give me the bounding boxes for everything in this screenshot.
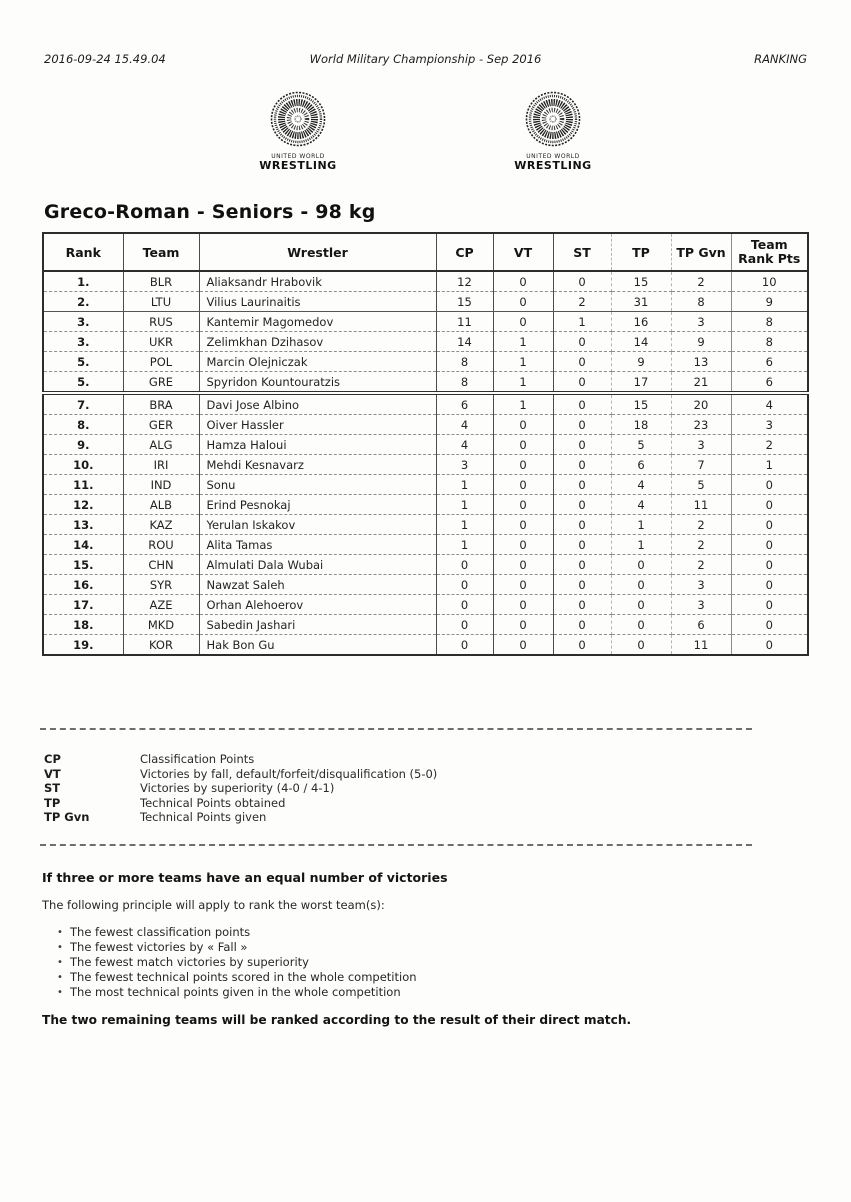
team-cell: GRE <box>123 372 199 394</box>
tiebreak-bullet: • The fewest classification points <box>70 925 807 940</box>
table-row <box>43 575 808 595</box>
vt-cell: 0 <box>493 555 553 575</box>
team-rank-pts-cell: 6 <box>731 352 808 372</box>
tp-gvn-cell: 2 <box>671 555 731 575</box>
vt-cell: 0 <box>493 595 553 615</box>
cp-cell: 1 <box>436 495 493 515</box>
wrestler-cell: Mehdi Kesnavarz <box>199 455 436 475</box>
team-rank-pts-cell: 0 <box>731 515 808 535</box>
legend-row <box>44 810 851 825</box>
team-cell: POL <box>123 352 199 372</box>
col-header-team: Team <box>123 233 199 271</box>
legend-term: TP Gvn <box>44 810 90 824</box>
rank-cell: 3. <box>43 312 123 332</box>
legend-term: TP <box>44 795 61 810</box>
cp-cell: 1 <box>436 515 493 535</box>
team-cell: ALG <box>123 435 199 455</box>
table-row <box>43 595 808 615</box>
tp-cell: 0 <box>611 595 671 615</box>
table-row <box>43 271 808 292</box>
team-rank-pts-cell: 2 <box>731 435 808 455</box>
col-header-vt: VT <box>493 233 553 271</box>
cp-cell: 0 <box>436 575 493 595</box>
legend-term: VT <box>44 766 61 781</box>
tp-gvn-cell: 3 <box>671 312 731 332</box>
wrestler-cell: Spyridon Kountouratzis <box>199 372 436 394</box>
st-cell: 2 <box>553 292 611 312</box>
rank-cell: 7. <box>43 393 123 415</box>
cp-cell: 0 <box>436 635 493 656</box>
header-ranking-label: RANKING <box>754 52 807 66</box>
team-rank-pts-cell: 0 <box>731 575 808 595</box>
tp-cell: 14 <box>611 332 671 352</box>
dashed-separator <box>40 844 752 846</box>
tp-gvn-cell: 21 <box>671 372 731 394</box>
wrestler-cell: Oiver Hassler <box>199 415 436 435</box>
cp-cell: 11 <box>436 312 493 332</box>
rank-cell: 19. <box>43 635 123 656</box>
rank-cell: 17. <box>43 595 123 615</box>
table-row <box>43 535 808 555</box>
vt-cell: 1 <box>493 393 553 415</box>
team-cell: IND <box>123 475 199 495</box>
wrestler-cell: Sonu <box>199 475 436 495</box>
uww-logo-right <box>498 90 608 171</box>
legend-row <box>44 781 851 796</box>
tp-cell: 0 <box>611 555 671 575</box>
st-cell: 0 <box>553 393 611 415</box>
team-rank-pts-cell: 8 <box>731 312 808 332</box>
vt-cell: 1 <box>493 372 553 394</box>
col-header-wrestler: Wrestler <box>199 233 436 271</box>
table-row <box>43 312 808 332</box>
tp-cell: 15 <box>611 393 671 415</box>
wrestler-cell: Hak Bon Gu <box>199 635 436 656</box>
table-row <box>43 555 808 575</box>
cp-cell: 8 <box>436 372 493 394</box>
document-header <box>0 0 851 66</box>
st-cell: 0 <box>553 495 611 515</box>
vt-cell: 0 <box>493 435 553 455</box>
wrestler-cell: Sabedin Jashari <box>199 615 436 635</box>
vt-cell: 0 <box>493 271 553 292</box>
st-cell: 0 <box>553 435 611 455</box>
wrestler-cell: Davi Jose Albino <box>199 393 436 415</box>
st-cell: 0 <box>553 515 611 535</box>
legend-term: CP <box>44 752 61 766</box>
cp-cell: 8 <box>436 352 493 372</box>
tp-cell: 5 <box>611 435 671 455</box>
cp-cell: 15 <box>436 292 493 312</box>
tp-gvn-cell: 11 <box>671 635 731 656</box>
rank-cell: 15. <box>43 555 123 575</box>
team-rank-pts-cell: 0 <box>731 595 808 615</box>
tp-cell: 18 <box>611 415 671 435</box>
team-cell: BRA <box>123 393 199 415</box>
team-rank-pts-cell: 1 <box>731 455 808 475</box>
logo-text-united-world: UNITED WORLD <box>526 153 580 160</box>
tp-cell: 4 <box>611 495 671 515</box>
st-cell: 0 <box>553 635 611 656</box>
tiebreak-rules <box>42 870 807 1027</box>
col-header-team-rank-pts <box>731 233 808 271</box>
legend-row <box>44 752 851 767</box>
tp-gvn-cell: 3 <box>671 435 731 455</box>
vt-cell: 0 <box>493 515 553 535</box>
wrestler-cell: Orhan Alehoerov <box>199 595 436 615</box>
wrestler-cell: Alita Tamas <box>199 535 436 555</box>
tp-gvn-cell: 5 <box>671 475 731 495</box>
legend-desc: Victories by fall, default/forfeit/disqualification (5-0) <box>140 766 438 781</box>
page-title: Greco-Roman - Seniors - 98 kg <box>44 201 376 223</box>
vt-cell: 0 <box>493 415 553 435</box>
header-timestamp: 2016-09-24 15.49.04 <box>44 52 166 66</box>
cp-cell: 1 <box>436 475 493 495</box>
rank-cell: 10. <box>43 455 123 475</box>
logo-row <box>0 90 851 171</box>
tp-gvn-cell: 3 <box>671 575 731 595</box>
rank-cell: 8. <box>43 415 123 435</box>
legend-desc: Classification Points <box>140 752 255 766</box>
vt-cell: 1 <box>493 352 553 372</box>
table-row <box>43 292 808 312</box>
table-row <box>43 455 808 475</box>
tiebreak-intro: The following principle will apply to rank the worst team(s): <box>42 897 385 912</box>
tiebreak-bullet: • The fewest victories by « Fall » <box>70 940 807 955</box>
st-cell: 0 <box>553 455 611 475</box>
tp-cell: 0 <box>611 575 671 595</box>
tp-gvn-cell: 23 <box>671 415 731 435</box>
vt-cell: 0 <box>493 475 553 495</box>
team-cell: GER <box>123 415 199 435</box>
tp-gvn-cell: 20 <box>671 393 731 415</box>
col-header-cp: CP <box>436 233 493 271</box>
wrestler-cell: Nawzat Saleh <box>199 575 436 595</box>
tp-cell: 16 <box>611 312 671 332</box>
uww-emblem-icon <box>269 90 327 148</box>
tiebreak-bullet: • The fewest technical points scored in the whole competition <box>70 970 807 985</box>
st-cell: 1 <box>553 312 611 332</box>
vt-cell: 0 <box>493 535 553 555</box>
tp-gvn-cell: 8 <box>671 292 731 312</box>
st-cell: 0 <box>553 555 611 575</box>
tp-gvn-cell: 2 <box>671 535 731 555</box>
cp-cell: 0 <box>436 595 493 615</box>
table-row <box>43 495 808 515</box>
st-cell: 0 <box>553 352 611 372</box>
tp-gvn-cell: 6 <box>671 615 731 635</box>
vt-cell: 0 <box>493 292 553 312</box>
team-rank-pts-cell: 3 <box>731 415 808 435</box>
cp-cell: 6 <box>436 393 493 415</box>
col-header-team-rank-pts-line1: Team <box>750 237 788 252</box>
wrestler-cell: Yerulan Iskakov <box>199 515 436 535</box>
team-cell: AZE <box>123 595 199 615</box>
col-header-tp-gvn: TP Gvn <box>671 233 731 271</box>
tp-cell: 31 <box>611 292 671 312</box>
tiebreak-heading: If three or more teams have an equal number of victories <box>42 869 448 885</box>
table-row <box>43 635 808 656</box>
rank-cell: 11. <box>43 475 123 495</box>
st-cell: 0 <box>553 332 611 352</box>
cp-cell: 0 <box>436 555 493 575</box>
st-cell: 0 <box>553 475 611 495</box>
legend-row <box>44 796 851 811</box>
table-row <box>43 615 808 635</box>
tiebreak-footer: The two remaining teams will be ranked according to the result of their direct match. <box>42 1012 632 1027</box>
tiebreak-bullet: • The fewest match victories by superiority <box>70 955 807 970</box>
team-cell: MKD <box>123 615 199 635</box>
wrestler-cell: Almulati Dala Wubai <box>199 555 436 575</box>
logo-text-wrestling: WRESTLING <box>514 159 592 172</box>
tp-cell: 1 <box>611 535 671 555</box>
tp-cell: 1 <box>611 515 671 535</box>
tiebreak-list <box>42 925 807 1000</box>
st-cell: 0 <box>553 372 611 394</box>
tp-cell: 4 <box>611 475 671 495</box>
rank-cell: 3. <box>43 332 123 352</box>
table-row <box>43 515 808 535</box>
dashed-separator <box>40 728 752 730</box>
tp-cell: 15 <box>611 271 671 292</box>
team-cell: RUS <box>123 312 199 332</box>
logo-text-wrestling: WRESTLING <box>259 159 337 172</box>
team-rank-pts-cell: 4 <box>731 393 808 415</box>
team-cell: CHN <box>123 555 199 575</box>
tp-cell: 0 <box>611 615 671 635</box>
team-cell: UKR <box>123 332 199 352</box>
abbreviation-legend <box>44 752 851 825</box>
col-header-team-rank-pts-line2: Rank Pts <box>738 251 801 266</box>
rank-cell: 5. <box>43 372 123 394</box>
team-cell: SYR <box>123 575 199 595</box>
st-cell: 0 <box>553 271 611 292</box>
wrestler-cell: Zelimkhan Dzihasov <box>199 332 436 352</box>
cp-cell: 3 <box>436 455 493 475</box>
cp-cell: 4 <box>436 415 493 435</box>
st-cell: 0 <box>553 415 611 435</box>
rank-cell: 13. <box>43 515 123 535</box>
cp-cell: 4 <box>436 435 493 455</box>
team-rank-pts-cell: 10 <box>731 271 808 292</box>
team-rank-pts-cell: 8 <box>731 332 808 352</box>
team-rank-pts-cell: 0 <box>765 637 773 652</box>
table-row <box>43 435 808 455</box>
tp-gvn-cell: 7 <box>671 455 731 475</box>
table-header-row <box>43 233 808 271</box>
cp-cell: 0 <box>436 615 493 635</box>
wrestler-cell: Hamza Haloui <box>199 435 436 455</box>
legend-desc: Victories by superiority (4-0 / 4-1) <box>140 781 335 795</box>
tp-gvn-cell: 11 <box>671 495 731 515</box>
team-rank-pts-cell: 6 <box>731 372 808 394</box>
vt-cell: 1 <box>493 332 553 352</box>
team-cell: LTU <box>123 292 199 312</box>
table-row <box>43 393 808 415</box>
legend-desc: Technical Points obtained <box>140 795 286 810</box>
cp-cell: 1 <box>436 535 493 555</box>
vt-cell: 0 <box>493 635 553 656</box>
wrestler-cell: Vilius Laurinaitis <box>199 292 436 312</box>
st-cell: 0 <box>553 575 611 595</box>
rank-cell: 14. <box>43 535 123 555</box>
team-rank-pts-cell: 0 <box>731 535 808 555</box>
team-rank-pts-cell: 9 <box>731 292 808 312</box>
wrestler-cell: Marcin Olejniczak <box>199 352 436 372</box>
tp-gvn-cell: 2 <box>671 515 731 535</box>
wrestler-cell: Aliaksandr Hrabovik <box>199 271 436 292</box>
header-title: World Military Championship - Sep 2016 <box>309 52 542 66</box>
legend-term: ST <box>44 781 61 795</box>
team-rank-pts-cell: 0 <box>731 495 808 515</box>
cp-cell: 14 <box>436 332 493 352</box>
uww-emblem-icon <box>524 90 582 148</box>
col-header-tp: TP <box>611 233 671 271</box>
rank-cell: 16. <box>43 575 123 595</box>
table-row <box>43 372 808 394</box>
table-row <box>43 352 808 372</box>
tiebreak-bullet: • The most technical points given in the whole competition <box>70 985 807 1000</box>
logo-text-united-world: UNITED WORLD <box>271 153 325 160</box>
team-cell: KOR <box>123 635 199 656</box>
tp-gvn-cell: 9 <box>671 332 731 352</box>
tp-gvn-cell: 3 <box>671 595 731 615</box>
tp-cell: 6 <box>611 455 671 475</box>
col-header-st: ST <box>553 233 611 271</box>
team-cell: ALB <box>123 495 199 515</box>
ranking-table <box>42 232 809 656</box>
col-header-rank: Rank <box>43 233 123 271</box>
team-cell: IRI <box>123 455 199 475</box>
rank-cell: 2. <box>43 292 123 312</box>
legend-desc: Technical Points given <box>140 810 267 824</box>
vt-cell: 0 <box>493 575 553 595</box>
vt-cell: 0 <box>493 615 553 635</box>
team-rank-pts-cell: 0 <box>731 615 808 635</box>
wrestler-cell: Erind Pesnokaj <box>199 495 436 515</box>
tp-cell: 17 <box>611 372 671 394</box>
vt-cell: 0 <box>493 495 553 515</box>
cp-cell: 12 <box>436 271 493 292</box>
rank-cell: 1. <box>43 271 123 292</box>
rank-cell: 9. <box>43 435 123 455</box>
st-cell: 0 <box>553 535 611 555</box>
team-cell: BLR <box>123 271 199 292</box>
table-row <box>43 332 808 352</box>
wrestler-cell: Kantemir Magomedov <box>199 312 436 332</box>
rank-cell: 18. <box>43 615 123 635</box>
team-cell: KAZ <box>123 515 199 535</box>
tp-gvn-cell: 13 <box>671 352 731 372</box>
team-cell: ROU <box>123 535 199 555</box>
tp-cell: 0 <box>611 635 671 656</box>
rank-cell: 12. <box>43 495 123 515</box>
table-row <box>43 475 808 495</box>
uww-logo-left <box>243 90 353 171</box>
tp-cell: 9 <box>611 352 671 372</box>
tp-gvn-cell: 2 <box>671 271 731 292</box>
vt-cell: 0 <box>493 312 553 332</box>
st-cell: 0 <box>553 615 611 635</box>
legend-row <box>44 767 851 782</box>
team-rank-pts-cell: 0 <box>731 555 808 575</box>
vt-cell: 0 <box>493 455 553 475</box>
team-rank-pts-cell: 0 <box>731 475 808 495</box>
st-cell: 0 <box>553 595 611 615</box>
rank-cell: 5. <box>43 352 123 372</box>
table-row <box>43 415 808 435</box>
